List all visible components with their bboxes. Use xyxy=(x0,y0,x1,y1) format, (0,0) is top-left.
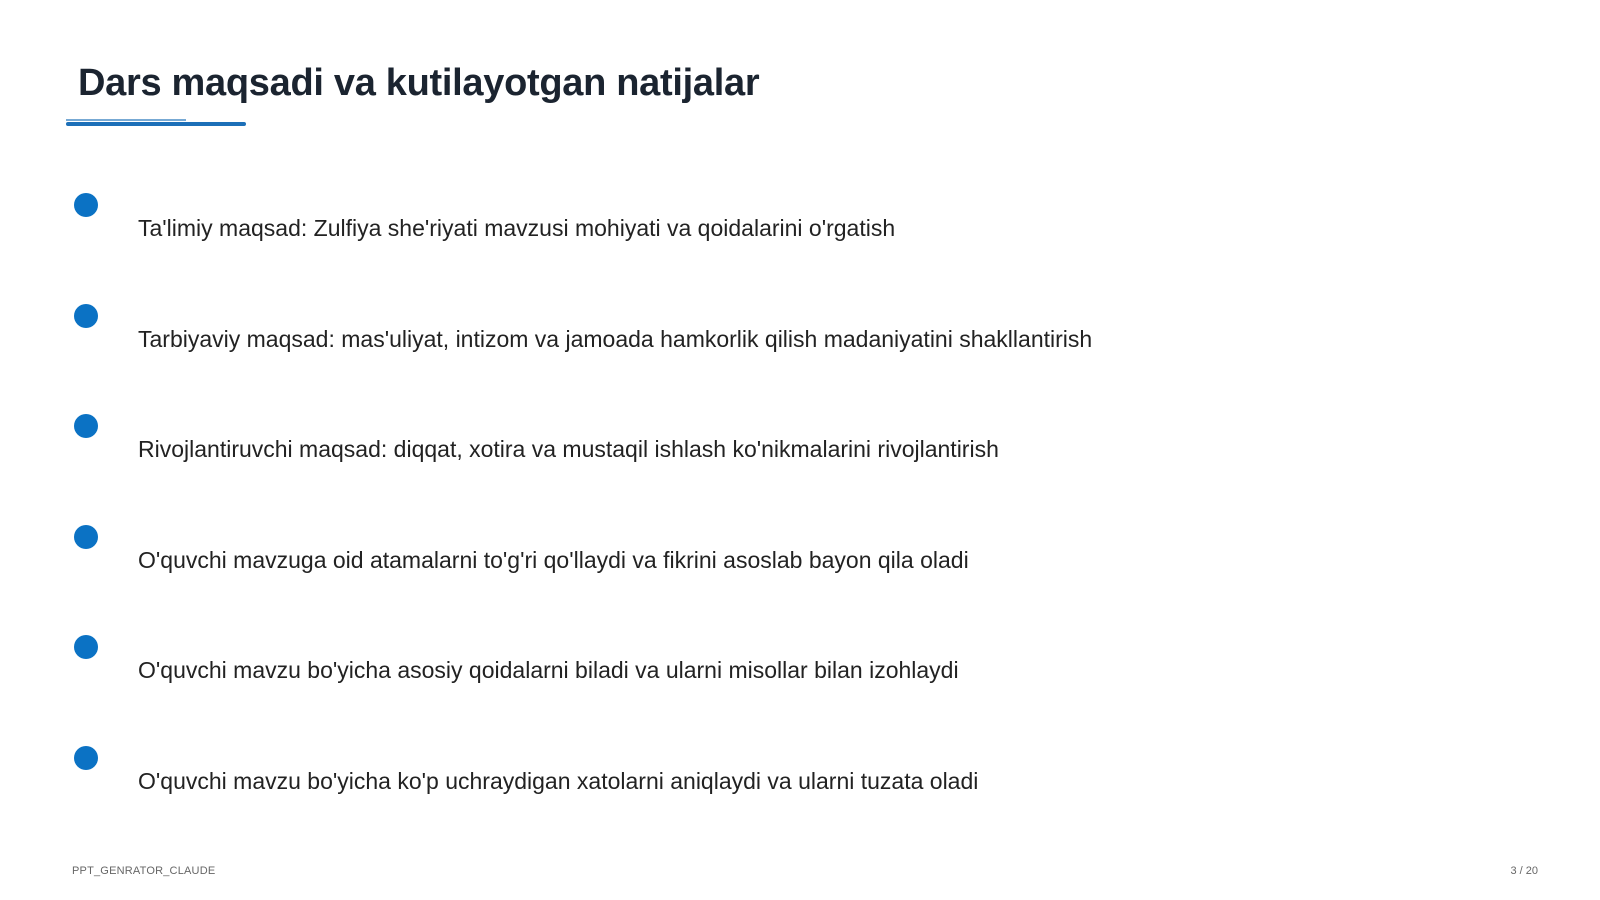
bullet-text: O'quvchi mavzu bo'yicha asosiy qoidalarni biladi va ularni misollar bilan izohlaydi xyxy=(138,657,959,683)
bullet-dot-icon xyxy=(74,525,98,549)
bullet-text: O'quvchi mavzuga oid atamalarni to'g'ri qo'llaydi va fikrini asoslab bayon qila oladi xyxy=(138,547,969,573)
slide-title: Dars maqsadi va kutilayotgan natijalar xyxy=(78,62,760,104)
bullet-text: Tarbiyaviy maqsad: mas'uliyat, intizom va jamoada hamkorlik qilish madaniyatini shakllantirish xyxy=(138,326,1093,352)
list-item xyxy=(0,193,1500,253)
footer-source: PPT_GENRATOR_CLAUDE xyxy=(72,865,216,877)
list-item xyxy=(0,746,1500,806)
bullet-dot-icon xyxy=(74,746,98,770)
bullet-text: Ta'limiy maqsad: Zulfiya she'riyati mavzusi mohiyati va qoidalarini o'rgatish xyxy=(138,215,896,241)
bullet-text: O'quvchi mavzu bo'yicha ko'p uchraydigan xatolarni aniqlaydi va ularni tuzata oladi xyxy=(138,768,979,794)
bullet-dot-icon xyxy=(74,304,98,328)
page-number: 3 / 20 xyxy=(1510,865,1538,877)
bullet-dot-icon xyxy=(74,414,98,438)
bullet-dot-icon xyxy=(74,635,98,659)
bullet-text: Rivojlantiruvchi maqsad: diqqat, xotira va mustaqil ishlash ko'nikmalarini rivojlantirish xyxy=(138,436,999,462)
list-item xyxy=(0,304,1500,364)
list-item xyxy=(0,525,1500,585)
list-item xyxy=(0,635,1500,695)
list-item xyxy=(0,414,1500,474)
bullet-dot-icon xyxy=(74,193,98,217)
